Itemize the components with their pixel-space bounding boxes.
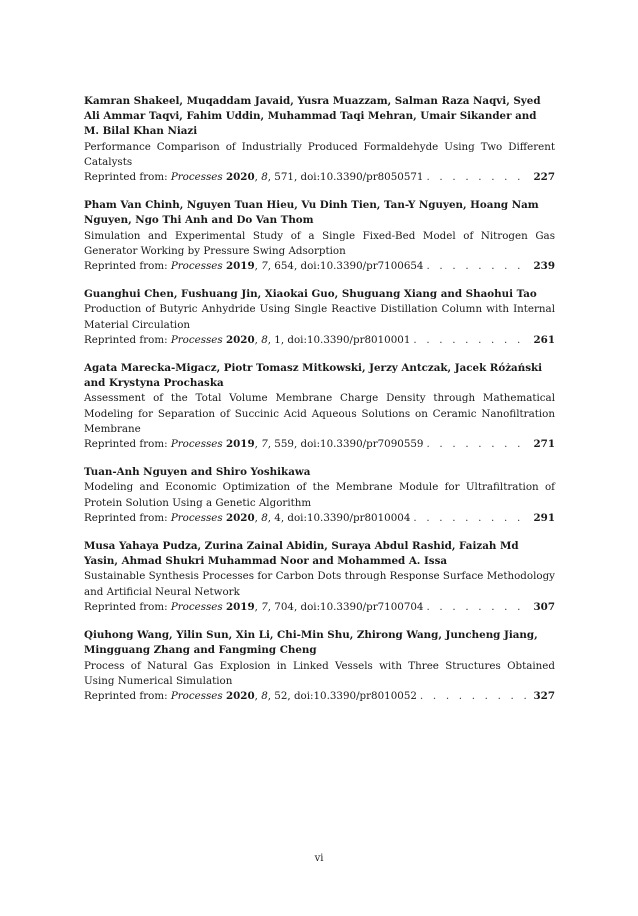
entry-title: Simulation and Experimental Study of a Single Fixed-Bed Model of Nitrogen Gas Generator Working by Pressure Swing Adsorption [84,229,555,257]
citation-rest: , 654, doi:10.3390/pr7100654 [267,260,424,273]
entry-authors: Kamran Shakeel, Muqaddam Javaid, Yusra Muazzam, Salman Raza Naqvi, Syed Ali Ammar Taqvi, Fahim Uddin, Muhammad Taqi Mehran, Umair Sikander and M. Bilal Khan Niazi [84,95,541,138]
entry-page-number: 239 [533,260,555,273]
toc-entry [84,94,555,185]
entry-page-number: 327 [533,689,555,702]
toc-entry [84,287,555,348]
entry-title: Sustainable Synthesis Processes for Carbon Dots through Response Surface Methodology and Artificial Neural Network [84,570,555,598]
volume: 8 [261,689,268,702]
entry-authors: Guanghui Chen, Fushuang Jin, Xiaokai Guo, Shuguang Xiang and Shaohui Tao [84,288,537,301]
pub-year: 2020 [225,171,255,184]
toc-entry [84,465,555,526]
entry-authors: Pham Van Chinh, Nguyen Tuan Hieu, Vu Dinh Tien, Tan-Y Nguyen, Hoang Nam Nguyen, Ngo Thi Anh and Do Van Thom [84,199,539,227]
page-footer [0,853,638,864]
leader-dots [413,333,530,348]
entry-page-number: 261 [533,333,555,346]
volume: 8 [261,333,268,346]
citation-rest: , 4, doi:10.3390/pr8010004 [267,511,411,524]
citation-text: Reprinted from: Processes 2019, 7, 559, doi:10.3390/pr7090559 [84,438,424,451]
entry-page-number: 271 [533,438,555,451]
citation-text: Reprinted from: Processes 2019, 7, 704, doi:10.3390/pr7100704 [84,600,424,613]
citation-rest: , 571, doi:10.3390/pr8050571 [267,171,424,184]
pub-year: 2020 [225,511,255,524]
citation-rest: , 1, doi:10.3390/pr8010001 [267,333,411,346]
citation-text: Reprinted from: Processes 2020, 8, 4, doi:10.3390/pr8010004 [84,511,411,524]
entry-authors: Qiuhong Wang, Yilin Sun, Xin Li, Chi-Min Shu, Zhirong Wang, Juncheng Jiang, Mingguang Zhang and Fangming Cheng [84,629,538,657]
table-of-contents [84,94,555,717]
entry-authors: Musa Yahaya Pudza, Zurina Zainal Abidin, Suraya Abdul Rashid, Faizah Md Yasin, Ahmad Shukri Muhammad Noor and Mohammed A. Issa [84,540,519,568]
citation-text: Reprinted from: Processes 2020, 8, 52, doi:10.3390/pr8010052 [84,689,417,702]
citation-rest: , 704, doi:10.3390/pr7100704 [267,600,424,613]
reprint-prefix: Reprinted from: [84,689,168,702]
reprint-prefix: Reprinted from: [84,511,168,524]
entry-authors: Agata Marecka-Migacz, Piotr Tomasz Mitkowski, Jerzy Antczak, Jacek Różański and Krystyna Prochaska [84,362,543,390]
toc-entry [84,539,555,615]
citation-rest: , 559, doi:10.3390/pr7090559 [267,438,424,451]
journal-name: Processes [170,438,223,451]
reprint-prefix: Reprinted from: [84,438,168,451]
volume: 8 [261,171,268,184]
entry-citation [84,689,555,704]
entry-page-number: 291 [533,511,555,524]
journal-name: Processes [170,600,223,613]
entry-authors: Tuan-Anh Nguyen and Shiro Yoshikawa [84,466,311,479]
leader-dots [426,259,530,274]
journal-name: Processes [170,260,223,273]
pub-year: 2020 [225,333,255,346]
citation-rest: , 52, doi:10.3390/pr8010052 [267,689,417,702]
entry-page-number: 307 [533,600,555,613]
footer-page-number: vi [314,853,324,864]
reprint-prefix: Reprinted from: [84,260,168,273]
entry-citation [84,600,555,615]
citation-text: Reprinted from: Processes 2020, 8, 571, doi:10.3390/pr8050571 [84,171,424,184]
toc-entry [84,361,555,452]
pub-year: 2020 [225,689,255,702]
entry-title: Process of Natural Gas Explosion in Linked Vessels with Three Structures Obtained Using Numerical Simulation [84,659,555,687]
leader-dots [420,689,531,704]
entry-title: Performance Comparison of Industrially Produced Formaldehyde Using Two Different Catalysts [84,140,555,168]
entry-citation [84,437,555,452]
reprint-prefix: Reprinted from: [84,333,168,346]
journal-name: Processes [170,171,223,184]
pub-year: 2019 [225,438,255,451]
volume: 7 [261,260,268,273]
citation-text: Reprinted from: Processes 2020, 8, 1, doi:10.3390/pr8010001 [84,333,411,346]
journal-name: Processes [170,511,223,524]
volume: 7 [261,438,268,451]
volume: 7 [261,600,268,613]
entry-citation [84,170,555,185]
leader-dots [413,511,530,526]
entry-citation [84,259,555,274]
entry-citation [84,333,555,348]
reprint-prefix: Reprinted from: [84,171,168,184]
leader-dots [426,600,530,615]
pub-year: 2019 [225,600,255,613]
entry-title: Modeling and Economic Optimization of the Membrane Module for Ultrafiltration of Protein Solution Using a Genetic Algorithm [84,481,555,509]
pub-year: 2019 [225,260,255,273]
entry-citation [84,511,555,526]
citation-text: Reprinted from: Processes 2019, 7, 654, doi:10.3390/pr7100654 [84,260,424,273]
entry-title: Production of Butyric Anhydride Using Single Reactive Distillation Column with Internal Material Circulation [84,303,555,331]
toc-entry [84,198,555,274]
reprint-prefix: Reprinted from: [84,600,168,613]
journal-name: Processes [170,689,223,702]
entry-title: Assessment of the Total Volume Membrane Charge Density through Mathematical Modeling for Separation of Succinic Acid Aqueous Solutions on Ceramic Nanofiltration Membrane [84,392,555,435]
volume: 8 [261,511,268,524]
journal-name: Processes [170,333,223,346]
toc-entry [84,628,555,704]
leader-dots [426,437,530,452]
entry-page-number: 227 [533,171,555,184]
leader-dots [426,170,530,185]
